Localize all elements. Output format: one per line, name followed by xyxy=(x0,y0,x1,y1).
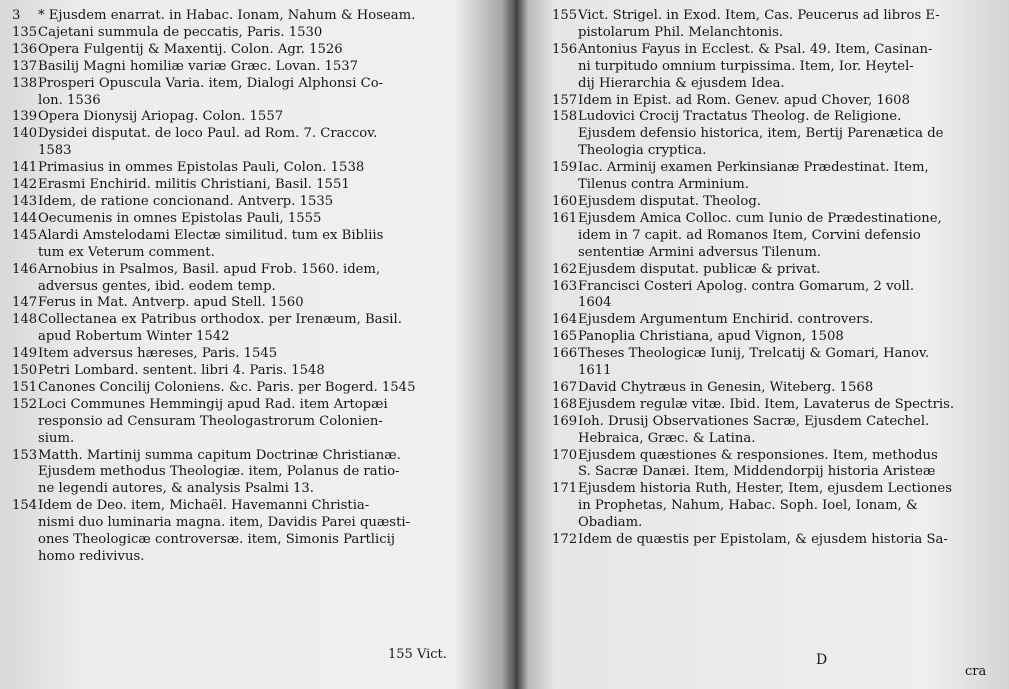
entry-text: Ludovici Crocij Tractatus Theolog. de Religione. xyxy=(578,109,902,125)
catalog-entry xyxy=(552,380,998,397)
entry-text: Ejusdem historia Ruth, Hester, Item, ejusdem Lectiones xyxy=(578,481,952,497)
entry-number: 144 xyxy=(12,210,38,226)
entry-text: Opera Fulgentij & Maxentij. Colon. Agr. 1526 xyxy=(38,41,343,57)
signature-mark: D xyxy=(816,652,828,668)
entry-number: 151 xyxy=(12,379,38,395)
catalog-entry xyxy=(12,177,490,194)
entry-number: 167 xyxy=(552,379,578,395)
entry-text: Ejusdem Amica Colloc. cum Iunio de Prædestinatione, xyxy=(578,210,942,226)
catalog-entry xyxy=(552,346,998,363)
book-gutter xyxy=(502,0,528,689)
entry-number: 142 xyxy=(12,177,38,193)
catalog-entry xyxy=(12,59,490,76)
catalog-entry xyxy=(552,93,998,110)
entry-number: 157 xyxy=(552,92,578,108)
entry-continuation: ni turpitudo omnium turpissima. Item, Ior. Heytel- xyxy=(578,58,914,74)
catalog-entry xyxy=(12,346,490,363)
entry-continuation: Hebraica, Græc. & Latina. xyxy=(578,430,756,446)
entry-number: 137 xyxy=(12,58,38,74)
entry-text: Matth. Martinij summa capitum Doctrinæ Christianæ. xyxy=(38,447,401,463)
entry-text: Theses Theologicæ Iunij, Trelcatij & Gomari, Hanov. xyxy=(578,346,930,362)
catalog-entry xyxy=(552,448,998,465)
entry-number: 160 xyxy=(552,193,578,209)
entry-continuation: ne legendi autores, & analysis Psalmi 13. xyxy=(38,481,314,497)
entry-number: 156 xyxy=(552,41,578,57)
entry-text: Ejusdem regulæ vitæ. Ibid. Item, Lavaterus de Spectris. xyxy=(578,396,955,412)
entry-continuation: adversus gentes, ibid. eodem temp. xyxy=(38,278,276,294)
entry-text: * Ejusdem enarrat. in Habac. Ionam, Nahum & Hoseam. xyxy=(38,8,416,23)
entry-number: 149 xyxy=(12,346,38,362)
catalog-entry xyxy=(552,262,998,279)
entry-number: 169 xyxy=(552,413,578,429)
right-catchword: cra xyxy=(965,664,987,679)
entry-text: Ejusdem disputat. Theolog. xyxy=(578,193,761,209)
entry-continuation: S. Sacræ Danæi. Item, Middendorpij historia Aristeæ xyxy=(578,464,936,480)
entry-continuation: homo redivivus. xyxy=(38,549,145,564)
entry-text: Petri Lombard. sentent. libri 4. Paris. 1548 xyxy=(38,363,325,379)
entry-text: Basilij Magni homiliæ variæ Græc. Lovan. 1537 xyxy=(38,58,359,74)
entry-number: 162 xyxy=(552,261,578,277)
entry-continuation: sium. xyxy=(38,430,75,446)
entry-number: 143 xyxy=(12,193,38,209)
entry-continuation: in Prophetas, Nahum, Habac. Soph. Ioel, Ionam, & xyxy=(578,498,918,514)
catalog-entry xyxy=(12,498,490,515)
catalog-entry xyxy=(12,295,490,312)
catalog-entry xyxy=(12,160,490,177)
entry-continuation: sententiæ Armini adversus Tilenum. xyxy=(578,244,822,260)
entry-text: Dysidei disputat. de loco Paul. ad Rom. 7. Craccov. xyxy=(38,126,378,142)
entry-number: 164 xyxy=(552,312,578,328)
entry-text: Opera Dionysij Ariopag. Colon. 1557 xyxy=(38,109,284,125)
entry-number: 168 xyxy=(552,396,578,412)
catalog-entry xyxy=(552,329,998,346)
entry-number: 161 xyxy=(552,210,578,226)
entry-number: 146 xyxy=(12,261,38,277)
entry-text: Iac. Arminij examen Perkinsianæ Prædestinat. Item, xyxy=(578,160,929,176)
entry-number: 171 xyxy=(552,481,578,497)
entry-number: 141 xyxy=(12,160,38,176)
entry-number: 170 xyxy=(552,447,578,463)
entry-continuation: Theologia cryptica. xyxy=(578,143,707,159)
entry-text: Arnobius in Psalmos, Basil. apud Frob. 1560. idem, xyxy=(38,261,381,277)
catalog-entry xyxy=(12,76,490,93)
entry-text: Alardi Amstelodami Electæ similitud. tum ex Bibliis xyxy=(38,227,384,243)
entry-text: Vict. Strigel. in Exod. Item, Cas. Peucerus ad libros E- xyxy=(578,8,940,23)
entry-text: Primasius in ommes Epistolas Pauli, Colon. 1538 xyxy=(38,160,365,176)
catalog-entry xyxy=(552,397,998,414)
entry-text: Idem in Epist. ad Rom. Genev. apud Chover, 1608 xyxy=(578,92,910,108)
entry-text: Prosperi Opuscula Varia. item, Dialogi Alphonsi Co- xyxy=(38,75,384,91)
entry-text: Ferus in Mat. Antverp. apud Stell. 1560 xyxy=(38,295,304,311)
entry-text: Ioh. Drusij Observationes Sacræ, Ejusdem Catechel. xyxy=(578,413,930,429)
catalog-entry xyxy=(552,42,998,59)
entry-number: 135 xyxy=(12,24,38,40)
catalog-entry xyxy=(552,211,998,228)
left-catchword: 155 Vict. xyxy=(388,647,447,662)
catalog-entry xyxy=(12,25,490,42)
entry-text: Oecumenis in omnes Epistolas Pauli, 1555 xyxy=(38,210,322,226)
entry-number: 172 xyxy=(552,532,578,548)
entry-text: Idem de Deo. item, Michaël. Havemanni Christia- xyxy=(38,498,370,514)
entry-text: Erasmi Enchirid. militis Christiani, Basil. 1551 xyxy=(38,177,350,193)
entry-number: 159 xyxy=(552,160,578,176)
catalog-entry xyxy=(552,8,998,25)
entry-number: 147 xyxy=(12,295,38,311)
entry-number: 158 xyxy=(552,109,578,125)
catalog-entry xyxy=(12,194,490,211)
entry-number: 163 xyxy=(552,278,578,294)
entry-text: Francisci Costeri Apolog. contra Gomarum, 2 voll. xyxy=(578,278,915,294)
entry-continuation: apud Robertum Winter 1542 xyxy=(38,329,230,345)
entry-number: 148 xyxy=(12,312,38,328)
right-page xyxy=(552,8,998,549)
entry-number: 153 xyxy=(12,447,38,463)
catalog-entry xyxy=(552,194,998,211)
entry-number: 140 xyxy=(12,126,38,142)
entry-continuation: ones Theologicæ controversæ. item, Simonis Partlicij xyxy=(38,532,395,548)
catalog-entry xyxy=(12,211,490,228)
catalog-entry xyxy=(552,312,998,329)
entry-text: David Chytræus in Genesin, Witeberg. 1568 xyxy=(578,379,874,395)
entry-text: Panoplia Christiana, apud Vignon, 1508 xyxy=(578,329,844,345)
entry-continuation: Tilenus contra Arminium. xyxy=(578,177,749,193)
entry-number: 136 xyxy=(12,41,38,57)
catalog-entry xyxy=(552,109,998,126)
entry-continuation: dij Hierarchia & ejusdem Idea. xyxy=(578,75,785,91)
entry-text: Collectanea ex Patribus orthodox. per Irenæum, Basil. xyxy=(38,312,402,328)
entry-text: Ejusdem Argumentum Enchirid. controvers. xyxy=(578,312,874,328)
entry-text: Antonius Fayus in Ecclest. & Psal. 49. Item, Casinan- xyxy=(578,41,933,57)
entry-text: Canones Concilij Coloniens. &c. Paris. per Bogerd. 1545 xyxy=(38,379,416,395)
catalog-entry xyxy=(12,126,490,143)
entry-text: Cajetani summula de peccatis, Paris. 1530 xyxy=(38,24,323,40)
catalog-entry xyxy=(12,228,490,245)
left-page xyxy=(12,8,490,566)
entry-number: 155 xyxy=(552,8,578,23)
entry-continuation: 1583 xyxy=(38,143,72,159)
catalog-entry xyxy=(552,532,998,549)
entry-continuation: responsio ad Censuram Theologastrorum Colonien- xyxy=(38,413,383,429)
entry-number: 154 xyxy=(12,498,38,514)
entry-text: Ejusdem disputat. publicæ & privat. xyxy=(578,261,821,277)
catalog-entry xyxy=(552,279,998,296)
catalog-entry xyxy=(552,414,998,431)
catalog-entry xyxy=(552,481,998,498)
entry-number: 139 xyxy=(12,109,38,125)
entry-number: 150 xyxy=(12,363,38,379)
entry-number: 165 xyxy=(552,329,578,345)
catalog-entry xyxy=(12,312,490,329)
catalog-entry xyxy=(12,448,490,465)
entry-continuation: Ejusdem defensio historica, item, Bertij Parenætica de xyxy=(578,126,944,142)
entry-number: 166 xyxy=(552,346,578,362)
entry-number: 138 xyxy=(12,75,38,91)
entry-text: Loci Communes Hemmingij apud Rad. item Artopæi xyxy=(38,396,388,412)
entry-text: Ejusdem quæstiones & responsiones. Item, methodus xyxy=(578,447,938,463)
entry-text: Idem, de ratione concionand. Antverp. 1535 xyxy=(38,193,334,209)
entry-text: Item adversus hæreses, Paris. 1545 xyxy=(38,346,278,362)
entry-continuation: tum ex Veterum comment. xyxy=(38,244,215,260)
entry-continuation: pistolarum Phil. Melanchtonis. xyxy=(578,24,784,40)
catalog-entry xyxy=(552,160,998,177)
entry-continuation: Ejusdem methodus Theologiæ. item, Polanus de ratio- xyxy=(38,464,400,480)
catalog-entry xyxy=(12,380,490,397)
catalog-entry xyxy=(12,8,490,25)
catalog-entry xyxy=(12,397,490,414)
entry-number: 3 xyxy=(12,8,21,23)
catalog-entry xyxy=(12,42,490,59)
catalog-entry xyxy=(12,262,490,279)
catalog-entry xyxy=(12,363,490,380)
entry-number: 145 xyxy=(12,227,38,243)
entry-continuation: idem in 7 capit. ad Romanos Item, Corvini defensio xyxy=(578,227,921,243)
entry-number: 152 xyxy=(12,396,38,412)
entry-continuation: Obadiam. xyxy=(578,515,643,531)
catalog-entry xyxy=(12,109,490,126)
entry-continuation: lon. 1536 xyxy=(38,92,101,108)
entry-continuation: nismi duo luminaria magna. item, Davidis Parei quæsti- xyxy=(38,515,411,531)
entry-text: Idem de quæstis per Epistolam, & ejusdem historia Sa- xyxy=(578,532,948,548)
entry-continuation: 1604 xyxy=(578,295,612,311)
entry-continuation: 1611 xyxy=(578,363,612,379)
